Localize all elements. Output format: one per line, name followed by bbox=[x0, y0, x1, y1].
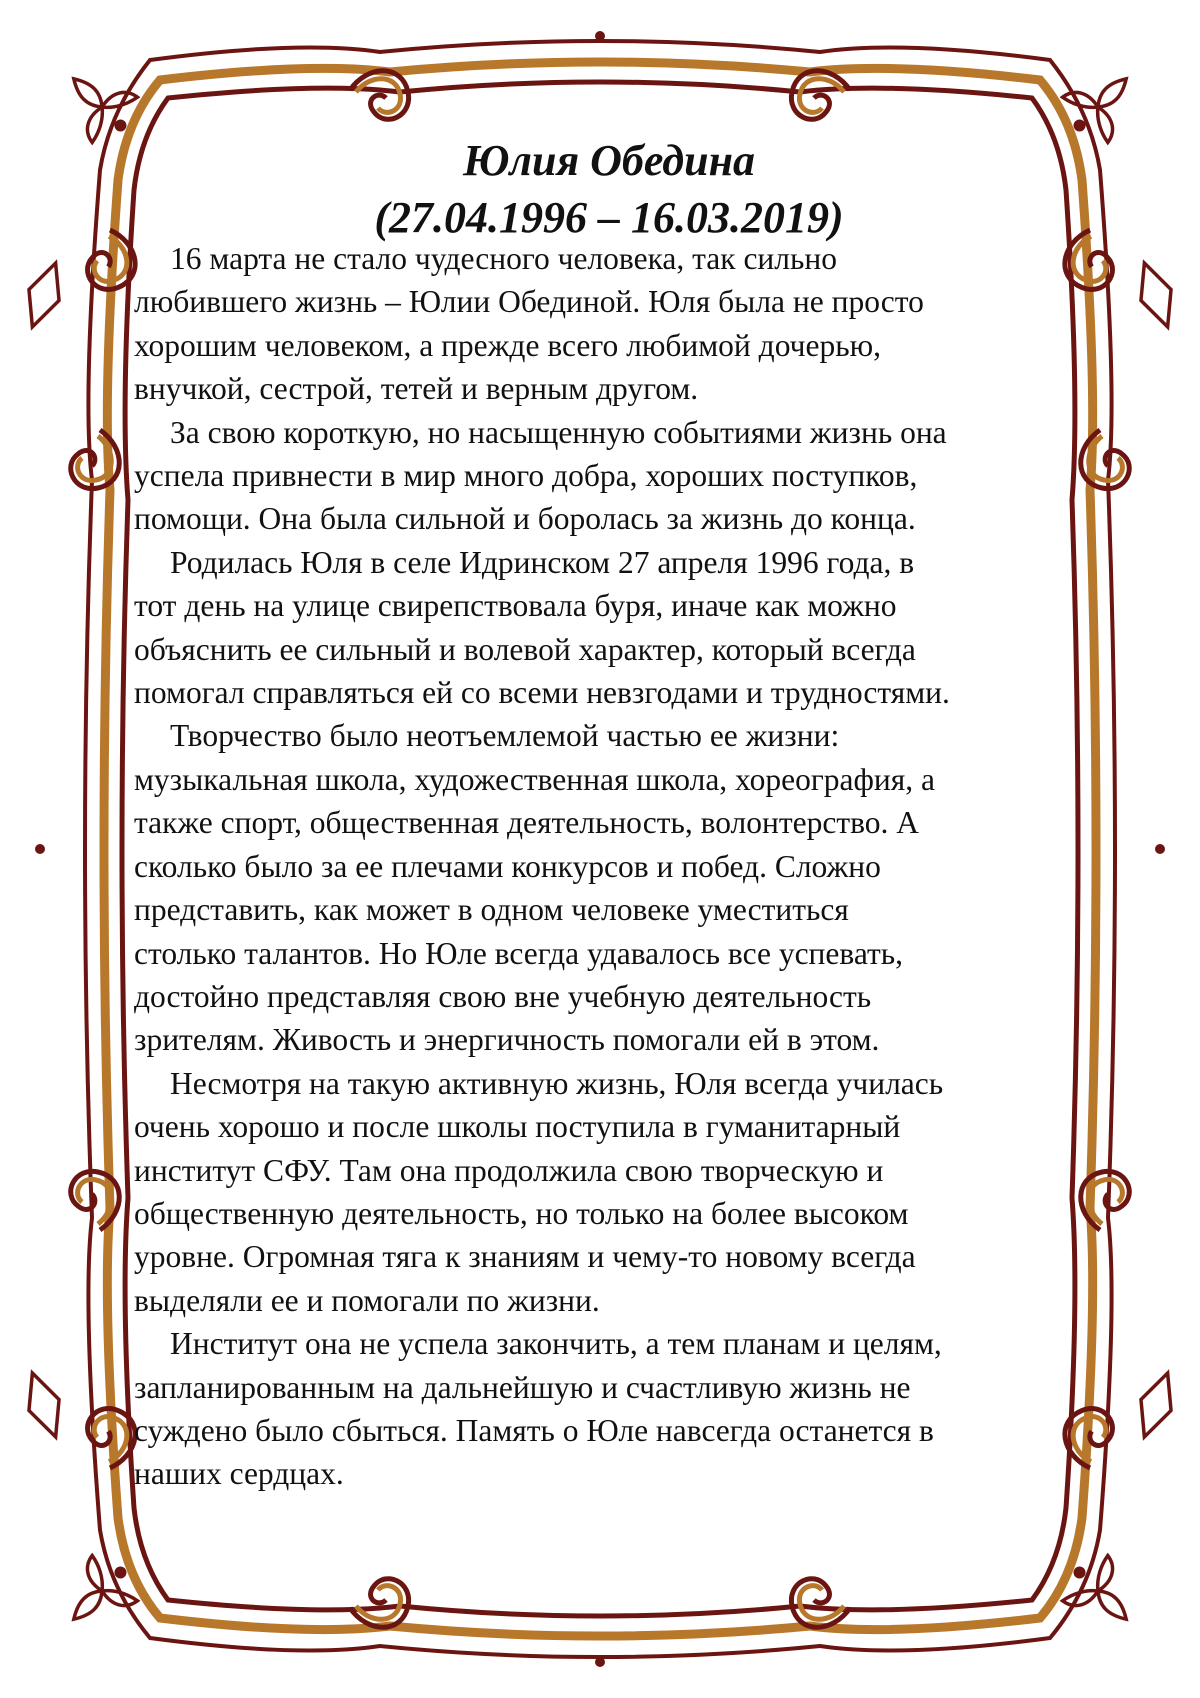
text-line: сколько было за ее плечами конкурсов и побед. Сложно bbox=[134, 848, 881, 884]
body-text bbox=[134, 237, 1084, 1496]
text-line: также спорт, общественная деятельность, волонтерство. А bbox=[134, 805, 920, 841]
paragraph bbox=[134, 411, 1084, 541]
text-line: объяснить ее сильный и волевой характер, который всегда bbox=[134, 631, 916, 667]
text-line: 16 марта не стало чудесного человека, так сильно bbox=[170, 241, 837, 276]
text-line: очень хорошо и после школы поступила в гуманитарный bbox=[134, 1109, 901, 1145]
page-title: Юлия Обедина bbox=[462, 136, 756, 185]
text-line: запланированным на дальнейшую и счастливую жизнь не bbox=[134, 1369, 911, 1405]
paragraph bbox=[134, 1322, 1084, 1496]
text-line: музыкальная школа, художественная школа, хореография, а bbox=[134, 761, 935, 797]
text-line: Институт она не успела закончить, а тем планам и целям, bbox=[170, 1326, 942, 1362]
text-line: Несмотря на такую активную жизнь, Юля всегда училась bbox=[170, 1065, 944, 1101]
text-line: выделяли ее и помогали по жизни. bbox=[134, 1282, 600, 1318]
paragraph bbox=[134, 714, 1084, 1061]
text-line: Творчество было неотъемлемой частью ее жизни: bbox=[170, 718, 840, 754]
paragraph bbox=[134, 1062, 1084, 1322]
text-line: представить, как может в одном человеке уместиться bbox=[134, 892, 849, 928]
text-line: наших сердцах. bbox=[134, 1456, 344, 1492]
text-line: Родилась Юля в селе Идринском 27 апреля 1996 года, в bbox=[170, 544, 915, 580]
paragraph bbox=[134, 237, 1084, 411]
text-line: внучкой, сестрой, тетей и верным другом. bbox=[134, 371, 699, 407]
text-line: любившего жизнь – Юлии Обединой. Юля была не просто bbox=[134, 284, 924, 320]
text-line: помогал справляться ей со всеми невзгодами и трудностями. bbox=[134, 675, 950, 711]
text-line: общественную деятельность, но только на более высоком bbox=[134, 1195, 909, 1231]
text-line: столько талантов. Но Юле всегда удавалось все успевать, bbox=[134, 935, 904, 971]
text-line: достойно представляя свою вне учебную деятельность bbox=[134, 978, 872, 1014]
text-line: помощи. Она была сильной и боролась за жизнь до конца. bbox=[134, 501, 916, 537]
text-line: институт СФУ. Там она продолжила свою творческую и bbox=[134, 1152, 884, 1188]
text-line: зрителям. Живость и энергичность помогали ей в этом. bbox=[134, 1022, 880, 1058]
text-line: суждено было сбыться. Память о Юле навсегда останется в bbox=[134, 1412, 934, 1448]
text-line: хорошим человеком, а прежде всего любимой дочерью, bbox=[134, 327, 881, 363]
text-line: За свою короткую, но насыщенную событиями жизнь она bbox=[170, 414, 947, 450]
life-dates: (27.04.1996 – 16.03.2019) bbox=[374, 193, 844, 242]
text-line: уровне. Огромная тяга к знаниям и чему-то новому всегда bbox=[134, 1239, 916, 1275]
text-line: тот день на улице свирепствовала буря, иначе как можно bbox=[134, 588, 897, 624]
paragraph bbox=[134, 541, 1084, 715]
text-line: успела привнести в мир много добра, хороших поступков, bbox=[134, 458, 918, 494]
memorial-text-block bbox=[134, 132, 1084, 1496]
